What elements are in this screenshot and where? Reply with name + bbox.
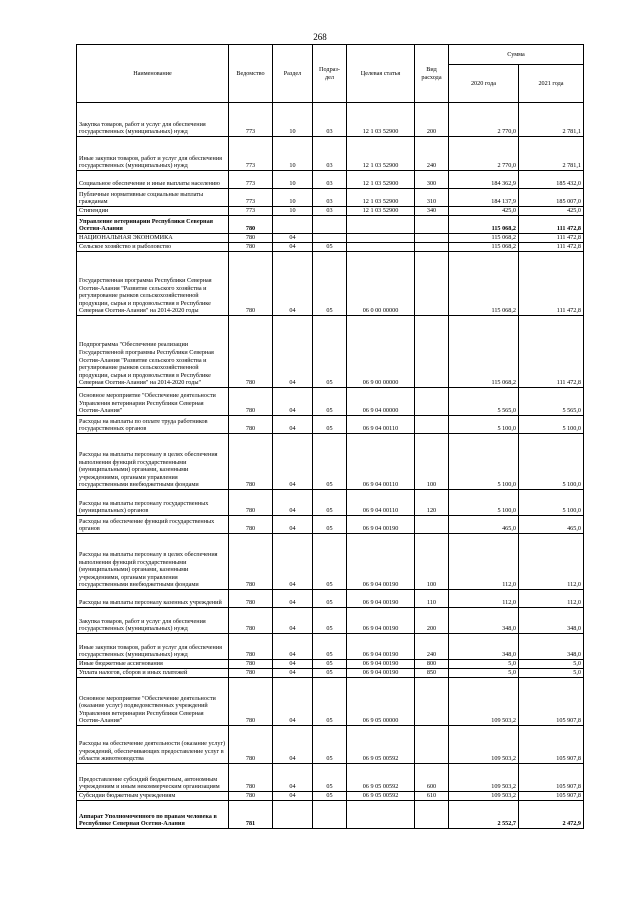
table-row bbox=[77, 243, 584, 252]
row-podrazdel: 05 bbox=[313, 416, 347, 434]
row-name: Иные закупки товаров, работ и услуг для обеспечения государственных (муниципальных) нужд bbox=[77, 634, 229, 660]
row-podrazdel bbox=[313, 234, 347, 243]
row-podrazdel: 05 bbox=[313, 678, 347, 726]
row-target-article: 06 9 00 00000 bbox=[347, 316, 415, 388]
row-sum-2021: 111 472,8 bbox=[519, 243, 584, 252]
row-sum-2021: 185 432,0 bbox=[519, 171, 584, 189]
row-sum-2020: 348,0 bbox=[449, 608, 519, 634]
row-sum-2020: 112,0 bbox=[449, 534, 519, 590]
row-razdel: 04 bbox=[273, 388, 313, 416]
row-name: Расходы на выплаты персоналу казенных учреждений bbox=[77, 590, 229, 608]
row-razdel: 04 bbox=[273, 490, 313, 516]
row-sum-2020: 115 068,2 bbox=[449, 316, 519, 388]
row-expense-type bbox=[415, 726, 449, 764]
row-razdel: 10 bbox=[273, 207, 313, 216]
row-sum-2020: 348,0 bbox=[449, 634, 519, 660]
table-row bbox=[77, 234, 584, 243]
row-target-article bbox=[347, 234, 415, 243]
row-ved: 780 bbox=[229, 252, 273, 316]
row-name: Расходы на выплаты персоналу государственных (муниципальных) органов bbox=[77, 490, 229, 516]
row-name: Субсидии бюджетным учреждениям bbox=[77, 792, 229, 801]
row-sum-2021: 111 472,8 bbox=[519, 316, 584, 388]
row-sum-2020: 2 770,0 bbox=[449, 137, 519, 171]
row-expense-type: 340 bbox=[415, 207, 449, 216]
row-ved: 773 bbox=[229, 137, 273, 171]
row-expense-type: 850 bbox=[415, 669, 449, 678]
row-podrazdel: 05 bbox=[313, 669, 347, 678]
row-sum-2020: 109 503,2 bbox=[449, 678, 519, 726]
row-target-article bbox=[347, 216, 415, 234]
row-ved: 780 bbox=[229, 216, 273, 234]
row-razdel bbox=[273, 801, 313, 829]
row-expense-type: 310 bbox=[415, 189, 449, 207]
row-expense-type bbox=[415, 416, 449, 434]
row-razdel: 04 bbox=[273, 726, 313, 764]
row-razdel: 10 bbox=[273, 137, 313, 171]
row-expense-type bbox=[415, 801, 449, 829]
row-ved: 780 bbox=[229, 634, 273, 660]
row-podrazdel: 05 bbox=[313, 764, 347, 792]
header-sum: Сумма bbox=[449, 45, 584, 65]
row-ved: 780 bbox=[229, 590, 273, 608]
row-sum-2021: 348,0 bbox=[519, 634, 584, 660]
row-podrazdel: 05 bbox=[313, 490, 347, 516]
row-podrazdel: 05 bbox=[313, 252, 347, 316]
row-name: Подпрограмма "Обеспечение реализации Государственной программы Республики Северная Осетия-Алания "Развитие сельского хозяйства и регулирование рынков сельскохозяйственной продукции, сырья и продовольствия в Республике Северная Осетия-Алания" на 2014-2020 годы" bbox=[77, 316, 229, 388]
row-target-article: 06 9 04 00190 bbox=[347, 590, 415, 608]
table-row bbox=[77, 634, 584, 660]
row-target-article: 12 1 03 52900 bbox=[347, 171, 415, 189]
row-name: Предоставление субсидий бюджетным, автономным учреждениям и иным некоммерческим организациям bbox=[77, 764, 229, 792]
row-ved: 780 bbox=[229, 726, 273, 764]
row-sum-2020: 115 068,2 bbox=[449, 243, 519, 252]
row-sum-2020: 2 770,0 bbox=[449, 103, 519, 137]
row-razdel: 04 bbox=[273, 416, 313, 434]
row-razdel: 04 bbox=[273, 534, 313, 590]
row-expense-type bbox=[415, 243, 449, 252]
budget-table bbox=[76, 44, 584, 829]
header-expense-type: Вид расхода bbox=[415, 45, 449, 103]
row-name: Публичные нормативные социальные выплаты гражданам bbox=[77, 189, 229, 207]
row-name: Закупка товаров, работ и услуг для обеспечения государственных (муниципальных) нужд bbox=[77, 608, 229, 634]
row-sum-2021: 111 472,8 bbox=[519, 252, 584, 316]
row-podrazdel: 05 bbox=[313, 608, 347, 634]
row-razdel: 04 bbox=[273, 316, 313, 388]
header-ved: Ведомство bbox=[229, 45, 273, 103]
table-row bbox=[77, 216, 584, 234]
row-name: Уплата налогов, сборов и иных платежей bbox=[77, 669, 229, 678]
row-sum-2020: 5 100,0 bbox=[449, 434, 519, 490]
row-podrazdel: 05 bbox=[313, 590, 347, 608]
row-sum-2021: 5 100,0 bbox=[519, 416, 584, 434]
table-row bbox=[77, 189, 584, 207]
row-podrazdel: 05 bbox=[313, 388, 347, 416]
table-row bbox=[77, 792, 584, 801]
row-sum-2021: 105 907,8 bbox=[519, 792, 584, 801]
row-ved: 780 bbox=[229, 434, 273, 490]
row-expense-type: 100 bbox=[415, 434, 449, 490]
row-sum-2021: 111 472,8 bbox=[519, 216, 584, 234]
row-ved: 780 bbox=[229, 516, 273, 534]
row-podrazdel bbox=[313, 801, 347, 829]
row-razdel: 04 bbox=[273, 669, 313, 678]
table-row bbox=[77, 660, 584, 669]
row-name: Закупка товаров, работ и услуг для обеспечения государственных (муниципальных) нужд bbox=[77, 103, 229, 137]
row-name: Иные закупки товаров, работ и услуг для обеспечения государственных (муниципальных) нужд bbox=[77, 137, 229, 171]
header-target-article: Целевая статья bbox=[347, 45, 415, 103]
row-name: Аппарат Уполномоченного по правам человека в Республике Северная Осетия-Алания bbox=[77, 801, 229, 829]
table-row bbox=[77, 171, 584, 189]
row-expense-type: 610 bbox=[415, 792, 449, 801]
row-sum-2021: 2 472,9 bbox=[519, 801, 584, 829]
row-expense-type bbox=[415, 388, 449, 416]
row-sum-2021: 2 781,1 bbox=[519, 103, 584, 137]
row-sum-2021: 105 907,8 bbox=[519, 726, 584, 764]
row-target-article: 06 9 04 00000 bbox=[347, 388, 415, 416]
page-number: 268 bbox=[313, 32, 327, 42]
row-target-article: 12 1 03 52900 bbox=[347, 207, 415, 216]
row-podrazdel: 03 bbox=[313, 137, 347, 171]
row-sum-2020: 465,0 bbox=[449, 516, 519, 534]
row-podrazdel: 03 bbox=[313, 103, 347, 137]
row-name: Управление ветеринарии Республики Северная Осетия-Алания bbox=[77, 216, 229, 234]
table-row bbox=[77, 103, 584, 137]
row-sum-2020: 109 503,2 bbox=[449, 764, 519, 792]
table-row bbox=[77, 590, 584, 608]
row-target-article: 12 1 03 52900 bbox=[347, 137, 415, 171]
table-row bbox=[77, 678, 584, 726]
row-expense-type: 110 bbox=[415, 590, 449, 608]
header-year-2021: 2021 года bbox=[519, 65, 584, 103]
table-body bbox=[77, 103, 584, 829]
row-sum-2020: 112,0 bbox=[449, 590, 519, 608]
row-podrazdel: 05 bbox=[313, 534, 347, 590]
row-expense-type: 800 bbox=[415, 660, 449, 669]
row-sum-2021: 425,0 bbox=[519, 207, 584, 216]
table-row bbox=[77, 669, 584, 678]
row-name: Социальное обеспечение и иные выплаты населению bbox=[77, 171, 229, 189]
row-target-article: 12 1 03 52900 bbox=[347, 189, 415, 207]
table-row bbox=[77, 252, 584, 316]
row-sum-2021: 105 907,8 bbox=[519, 764, 584, 792]
row-razdel: 04 bbox=[273, 764, 313, 792]
table-row bbox=[77, 801, 584, 829]
row-sum-2020: 115 068,2 bbox=[449, 234, 519, 243]
table-row bbox=[77, 388, 584, 416]
row-target-article: 06 9 04 00110 bbox=[347, 434, 415, 490]
row-expense-type: 600 bbox=[415, 764, 449, 792]
row-sum-2020: 115 068,2 bbox=[449, 252, 519, 316]
row-target-article: 06 9 04 00110 bbox=[347, 490, 415, 516]
row-target-article bbox=[347, 801, 415, 829]
row-sum-2020: 109 503,2 bbox=[449, 792, 519, 801]
header-name: Наименование bbox=[77, 45, 229, 103]
row-sum-2020: 5,0 bbox=[449, 660, 519, 669]
row-target-article bbox=[347, 243, 415, 252]
row-podrazdel: 03 bbox=[313, 171, 347, 189]
row-sum-2021: 111 472,8 bbox=[519, 234, 584, 243]
row-sum-2020: 115 068,2 bbox=[449, 216, 519, 234]
row-ved: 780 bbox=[229, 388, 273, 416]
table-row bbox=[77, 137, 584, 171]
row-ved: 781 bbox=[229, 801, 273, 829]
row-razdel: 04 bbox=[273, 234, 313, 243]
row-expense-type bbox=[415, 252, 449, 316]
row-podrazdel: 05 bbox=[313, 726, 347, 764]
table-row bbox=[77, 516, 584, 534]
row-razdel: 10 bbox=[273, 103, 313, 137]
row-podrazdel: 05 bbox=[313, 634, 347, 660]
row-podrazdel: 05 bbox=[313, 316, 347, 388]
row-ved: 773 bbox=[229, 189, 273, 207]
header-podrazdel: Подраз-дел bbox=[313, 45, 347, 103]
row-name: Государственная программа Республики Северная Осетия-Алания "Развитие сельского хозяйства и регулирование рынков сельскохозяйственной продукции, сырья и продовольствия в Республике Северная Осетия-Алания" на 2014-2020 годы bbox=[77, 252, 229, 316]
row-expense-type: 240 bbox=[415, 634, 449, 660]
row-sum-2021: 105 907,8 bbox=[519, 678, 584, 726]
row-ved: 780 bbox=[229, 316, 273, 388]
row-ved: 780 bbox=[229, 234, 273, 243]
row-name: Расходы на выплаты персоналу в целях обеспечения выполнения функций государственными (муниципальными) органами, казенными учреждениями, органами управления государственными внебюджетными фондами bbox=[77, 434, 229, 490]
row-podrazdel: 03 bbox=[313, 207, 347, 216]
table-row bbox=[77, 534, 584, 590]
row-sum-2020: 425,0 bbox=[449, 207, 519, 216]
row-expense-type: 200 bbox=[415, 103, 449, 137]
row-target-article: 06 9 04 00190 bbox=[347, 516, 415, 534]
row-name: Расходы на выплаты персоналу в целях обеспечения выполнения функций государственными (муниципальными) органами, казенными учреждениями, органами управления государственными внебюджетными фондами bbox=[77, 534, 229, 590]
row-razdel: 04 bbox=[273, 516, 313, 534]
row-ved: 780 bbox=[229, 608, 273, 634]
row-expense-type bbox=[415, 234, 449, 243]
table-row bbox=[77, 416, 584, 434]
row-name: Стипендии bbox=[77, 207, 229, 216]
row-sum-2020: 5 565,0 bbox=[449, 388, 519, 416]
table-row bbox=[77, 726, 584, 764]
row-sum-2021: 348,0 bbox=[519, 608, 584, 634]
row-target-article: 06 9 04 00190 bbox=[347, 660, 415, 669]
row-sum-2021: 2 781,1 bbox=[519, 137, 584, 171]
row-sum-2021: 5 565,0 bbox=[519, 388, 584, 416]
row-name: Основное мероприятие "Обеспечение деятельности Управления ветеринарии Республики Северная Осетия-Алания" bbox=[77, 388, 229, 416]
row-name: Основное мероприятие "Обеспечение деятельности (оказание услуг) подведомственных учреждений Управления ветеринарии Республики Северная Осетия-Алания" bbox=[77, 678, 229, 726]
row-ved: 780 bbox=[229, 792, 273, 801]
table-row bbox=[77, 608, 584, 634]
header-year-2020: 2020 года bbox=[449, 65, 519, 103]
row-target-article: 06 9 04 00190 bbox=[347, 534, 415, 590]
table-row bbox=[77, 316, 584, 388]
row-ved: 773 bbox=[229, 103, 273, 137]
row-sum-2021: 5 100,0 bbox=[519, 434, 584, 490]
row-podrazdel: 05 bbox=[313, 243, 347, 252]
row-ved: 780 bbox=[229, 243, 273, 252]
row-sum-2021: 112,0 bbox=[519, 590, 584, 608]
table-row bbox=[77, 490, 584, 516]
row-target-article: 06 9 04 00190 bbox=[347, 669, 415, 678]
row-sum-2020: 184 137,9 bbox=[449, 189, 519, 207]
row-target-article: 06 9 05 00592 bbox=[347, 726, 415, 764]
row-razdel: 10 bbox=[273, 189, 313, 207]
row-ved: 780 bbox=[229, 660, 273, 669]
row-expense-type bbox=[415, 316, 449, 388]
row-target-article: 06 9 05 00592 bbox=[347, 792, 415, 801]
row-expense-type bbox=[415, 216, 449, 234]
row-sum-2021: 5,0 bbox=[519, 669, 584, 678]
row-sum-2020: 184 362,9 bbox=[449, 171, 519, 189]
row-razdel: 04 bbox=[273, 678, 313, 726]
row-expense-type bbox=[415, 516, 449, 534]
row-expense-type bbox=[415, 678, 449, 726]
row-ved: 780 bbox=[229, 678, 273, 726]
row-podrazdel: 03 bbox=[313, 189, 347, 207]
table-row bbox=[77, 434, 584, 490]
row-sum-2021: 465,0 bbox=[519, 516, 584, 534]
row-name: Сельское хозяйство и рыболовство bbox=[77, 243, 229, 252]
row-expense-type: 300 bbox=[415, 171, 449, 189]
row-ved: 780 bbox=[229, 490, 273, 516]
row-podrazdel bbox=[313, 216, 347, 234]
row-sum-2020: 5,0 bbox=[449, 669, 519, 678]
row-expense-type: 120 bbox=[415, 490, 449, 516]
row-target-article: 06 9 05 00592 bbox=[347, 764, 415, 792]
row-name: Расходы на обеспечение деятельности (оказание услуг) учреждений, обеспечивающих предоставление услуг в области животноводства bbox=[77, 726, 229, 764]
row-expense-type: 200 bbox=[415, 608, 449, 634]
row-ved: 780 bbox=[229, 416, 273, 434]
row-ved: 773 bbox=[229, 171, 273, 189]
row-sum-2021: 112,0 bbox=[519, 534, 584, 590]
header-razdel: Раздел bbox=[273, 45, 313, 103]
row-podrazdel: 05 bbox=[313, 434, 347, 490]
row-target-article: 12 1 03 52900 bbox=[347, 103, 415, 137]
row-razdel: 04 bbox=[273, 243, 313, 252]
table-row bbox=[77, 207, 584, 216]
row-ved: 773 bbox=[229, 207, 273, 216]
row-sum-2020: 109 503,2 bbox=[449, 726, 519, 764]
row-sum-2020: 2 552,7 bbox=[449, 801, 519, 829]
row-sum-2021: 5,0 bbox=[519, 660, 584, 669]
row-razdel: 04 bbox=[273, 634, 313, 660]
row-ved: 780 bbox=[229, 764, 273, 792]
row-razdel: 04 bbox=[273, 608, 313, 634]
table-row bbox=[77, 764, 584, 792]
row-razdel: 10 bbox=[273, 171, 313, 189]
row-expense-type: 240 bbox=[415, 137, 449, 171]
row-target-article: 06 9 04 00190 bbox=[347, 608, 415, 634]
row-sum-2021: 185 007,0 bbox=[519, 189, 584, 207]
row-podrazdel: 05 bbox=[313, 516, 347, 534]
row-razdel bbox=[273, 216, 313, 234]
row-name: Расходы на обеспечение функций государственных органов bbox=[77, 516, 229, 534]
row-target-article: 06 0 00 00000 bbox=[347, 252, 415, 316]
row-name: Иные бюджетные ассигнования bbox=[77, 660, 229, 669]
row-razdel: 04 bbox=[273, 434, 313, 490]
row-sum-2020: 5 100,0 bbox=[449, 416, 519, 434]
row-razdel: 04 bbox=[273, 792, 313, 801]
row-target-article: 06 9 05 00000 bbox=[347, 678, 415, 726]
row-razdel: 04 bbox=[273, 660, 313, 669]
row-ved: 780 bbox=[229, 669, 273, 678]
row-ved: 780 bbox=[229, 534, 273, 590]
row-target-article: 06 9 04 00110 bbox=[347, 416, 415, 434]
row-name: НАЦИОНАЛЬНАЯ ЭКОНОМИКА bbox=[77, 234, 229, 243]
row-razdel: 04 bbox=[273, 252, 313, 316]
row-sum-2021: 5 100,0 bbox=[519, 490, 584, 516]
row-razdel: 04 bbox=[273, 590, 313, 608]
row-sum-2020: 5 100,0 bbox=[449, 490, 519, 516]
row-podrazdel: 05 bbox=[313, 792, 347, 801]
row-expense-type: 100 bbox=[415, 534, 449, 590]
row-target-article: 06 9 04 00190 bbox=[347, 634, 415, 660]
row-podrazdel: 05 bbox=[313, 660, 347, 669]
row-name: Расходы на выплаты по оплате труда работников государственных органов bbox=[77, 416, 229, 434]
